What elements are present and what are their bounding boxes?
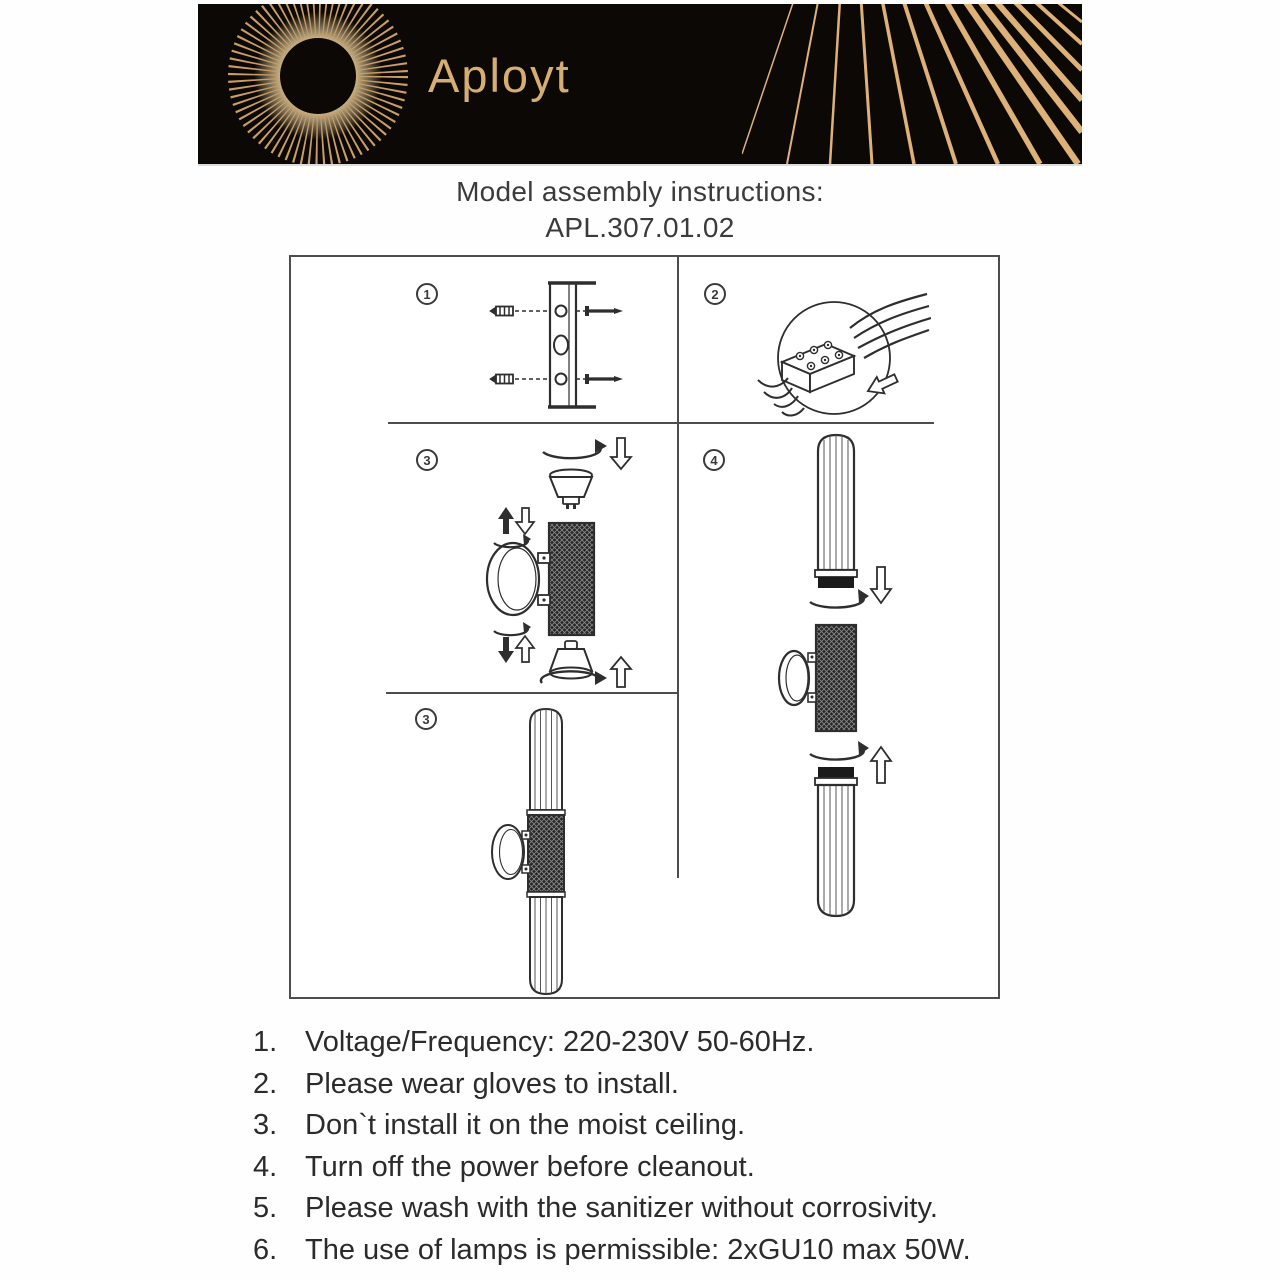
step-badge-2: 2 — [704, 283, 726, 305]
rays-decoration-icon — [742, 4, 1082, 164]
step-badge-5: 3 — [415, 708, 437, 730]
horizontal-divider-2 — [386, 692, 679, 694]
instruction-text: Please wear gloves to install. — [305, 1067, 679, 1100]
instruction-list — [253, 1028, 1083, 1277]
step-badge-1: 1 — [416, 283, 438, 305]
instruction-number: 4. — [253, 1150, 278, 1183]
instruction-item — [253, 1067, 1083, 1100]
brand-banner — [198, 4, 1082, 166]
diffuser-assembly-diagram-icon — [774, 429, 909, 921]
instruction-number: 1. — [253, 1026, 278, 1058]
instruction-text: Turn off the power before cleanout. — [305, 1150, 755, 1183]
instruction-item — [253, 1233, 1083, 1266]
instruction-text: The use of lamps is permissible: 2xGU10 max 50W. — [305, 1233, 971, 1266]
bulb-installation-diagram-icon — [472, 435, 662, 690]
instruction-text: Please wash with the sanitizer without corrosivity. — [305, 1192, 938, 1224]
instruction-number: 3. — [253, 1109, 278, 1141]
page-title: Model assembly instructions: — [456, 176, 824, 207]
instruction-item — [253, 1150, 1083, 1183]
instruction-text: Don`t install it on the moist ceiling. — [305, 1109, 746, 1141]
wiring-terminal-diagram-icon — [746, 280, 931, 440]
brand-wordmark: Aployt — [428, 49, 571, 102]
model-number: APL.307.01.02 — [545, 212, 735, 243]
mounting-bracket-diagram-icon — [484, 273, 659, 419]
instruction-item — [253, 1028, 1083, 1057]
instruction-number: 6. — [253, 1233, 278, 1266]
assembly-diagram-box — [289, 255, 1000, 999]
step-badge-4: 4 — [703, 449, 725, 471]
step-badge-3: 3 — [416, 449, 438, 471]
instruction-number: 2. — [253, 1067, 278, 1100]
sunburst-logo-icon — [198, 4, 438, 166]
instruction-number: 5. — [253, 1192, 278, 1224]
assembled-lamp-diagram-icon — [484, 704, 599, 999]
instruction-text: Voltage/Frequency: 220-230V 50-60Hz. — [305, 1026, 815, 1058]
instruction-item — [253, 1194, 1083, 1223]
instruction-item — [253, 1111, 1083, 1140]
vertical-divider — [677, 257, 679, 878]
